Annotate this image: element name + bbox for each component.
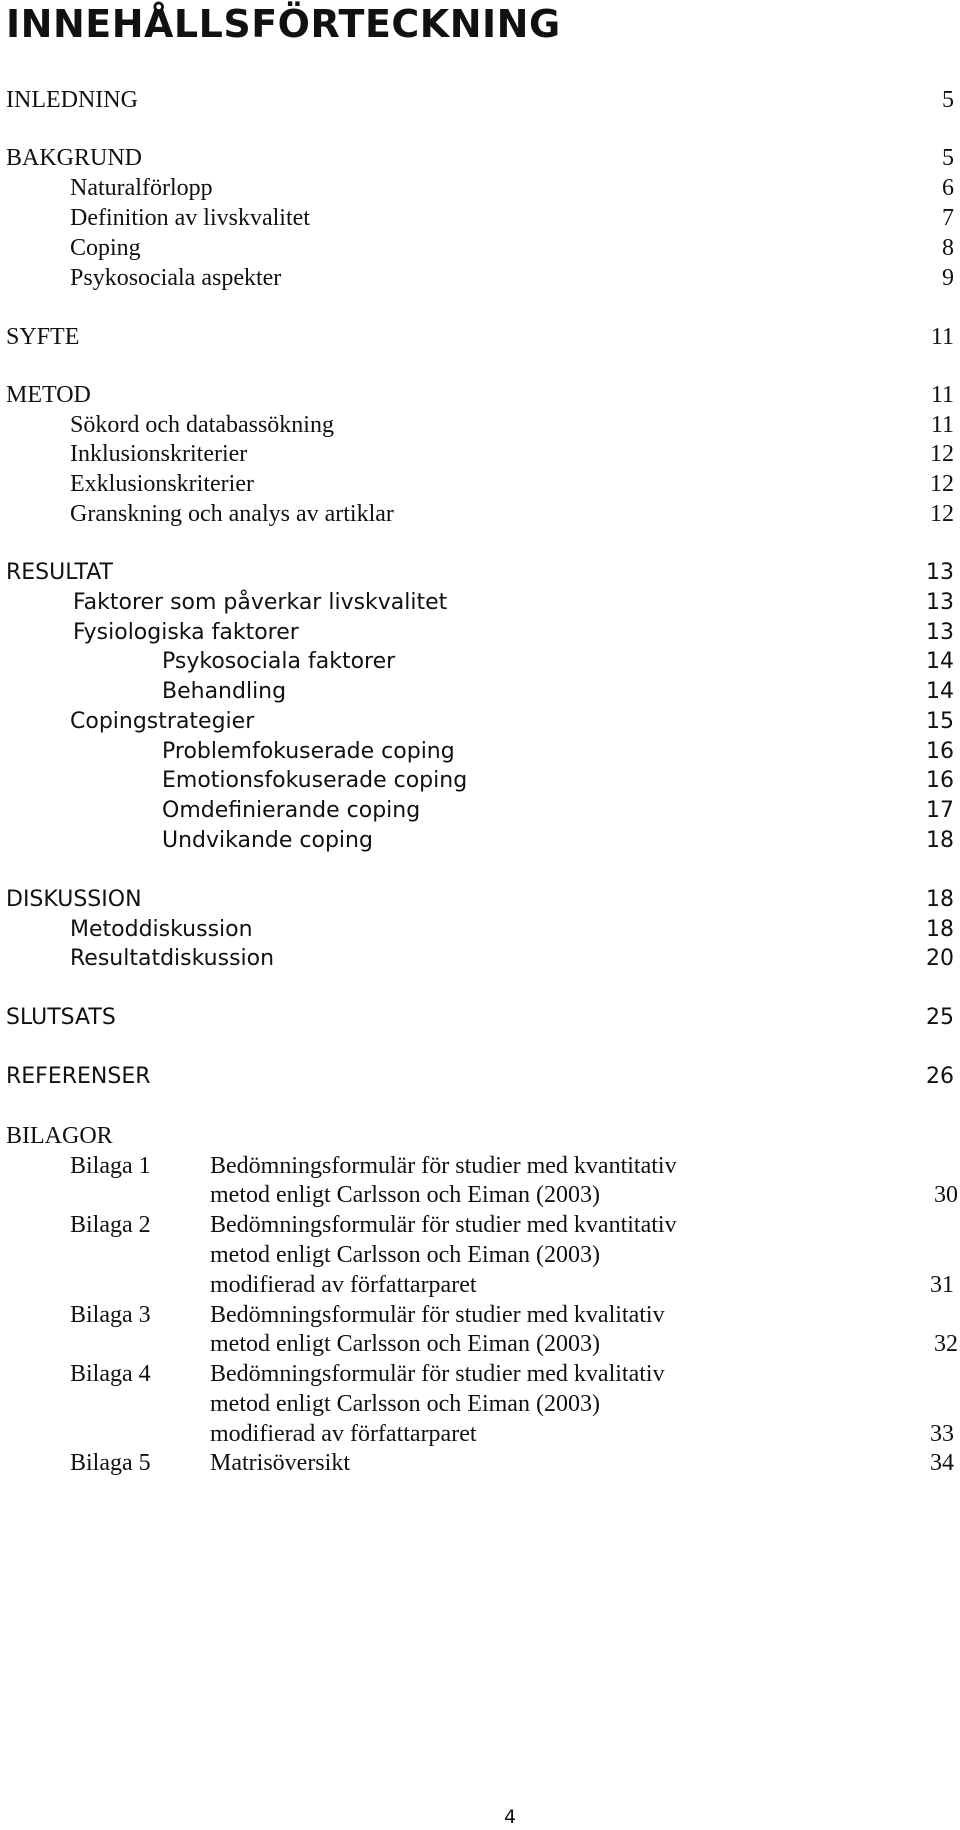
toc-entry-label: RESULTAT (6, 560, 113, 585)
toc-entry-label: Definition av livskvalitet (70, 205, 310, 231)
toc-entry-label: SYFTE (6, 324, 80, 350)
toc-entry-page: 16 (926, 739, 954, 764)
toc-entry-label: Copingstrategier (70, 709, 255, 734)
toc-subentry (0, 794, 960, 828)
toc-entry-page: 15 (926, 709, 954, 734)
toc-entry-page: 8 (942, 235, 954, 261)
toc-entry-label: REFERENSER (6, 1064, 151, 1089)
toc-entry-page: 6 (942, 175, 954, 201)
toc-entry-page: 14 (926, 679, 954, 704)
toc-entry-label: Faktorer som påverkar livskvalitet (73, 590, 448, 615)
appendix-description: metod enligt Carlsson och Eiman (2003) (210, 1242, 600, 1268)
toc-entry-slutsats (0, 1001, 960, 1035)
toc-entry-bilagor (0, 1119, 960, 1153)
toc-entry-label: Inklusionskriterier (70, 441, 248, 467)
toc-entry-page: 11 (930, 382, 954, 408)
toc-entry-page: 18 (926, 828, 954, 853)
appendix-entry-line (0, 1268, 960, 1302)
appendix-description: Matrisöversikt (210, 1450, 350, 1476)
appendix-entry (0, 1357, 960, 1391)
appendix-label: Bilaga 2 (70, 1212, 151, 1238)
toc-entry-page: 34 (930, 1450, 954, 1476)
toc-entry-referenser (0, 1060, 960, 1094)
toc-entry-page: 5 (942, 87, 954, 113)
toc-subentry (0, 201, 960, 235)
toc-entry-page: 13 (926, 560, 954, 585)
toc-entry-page: 14 (926, 649, 954, 674)
toc-entry-page: 20 (926, 946, 954, 971)
toc-subentry (0, 467, 960, 501)
toc-subentry (0, 497, 960, 531)
toc-entry-label: Naturalförlopp (70, 175, 213, 201)
page-title: INNEHÅLLSFÖRTECKNING (6, 2, 561, 46)
appendix-entry-line (0, 1327, 960, 1361)
toc-entry-page: 33 (930, 1421, 954, 1447)
toc-entry-label: SLUTSATS (6, 1005, 116, 1030)
toc-entry-page: 17 (926, 798, 954, 823)
toc-entry-bakgrund (0, 141, 960, 175)
toc-subentry (0, 437, 960, 471)
toc-entry-label: BILAGOR (6, 1123, 113, 1149)
toc-entry-page: 12 (930, 471, 954, 497)
appendix-entry-line (0, 1387, 960, 1421)
toc-entry-label: Problemfokuserade coping (162, 739, 455, 764)
toc-entry-resultat (0, 556, 960, 590)
appendix-label: Bilaga 3 (70, 1302, 151, 1328)
appendix-label: Bilaga 4 (70, 1361, 151, 1387)
toc-entry-page: 26 (926, 1064, 954, 1089)
appendix-description: metod enligt Carlsson och Eiman (2003) (210, 1182, 600, 1208)
toc-entry-label: Coping (70, 235, 141, 261)
toc-entry-page: 18 (926, 917, 954, 942)
toc-entry-label: Psykosociala faktorer (162, 649, 396, 674)
toc-entry-label: Exklusionskriterier (70, 471, 254, 497)
toc-entry-syfte (0, 320, 960, 354)
appendix-description: Bedömningsformulär för studier med kvalitativ (210, 1361, 665, 1387)
toc-entry-page: 11 (930, 324, 954, 350)
appendix-label: Bilaga 1 (70, 1153, 151, 1179)
appendix-label: Bilaga 5 (70, 1450, 151, 1476)
appendix-description: Bedömningsformulär för studier med kvantitativ (210, 1153, 677, 1179)
toc-entry-page: 9 (942, 265, 954, 291)
toc-subentry (0, 171, 960, 205)
toc-entry-page: 32 (934, 1331, 958, 1357)
toc-entry-label: Omdefinierande coping (162, 798, 421, 823)
toc-entry-label: Psykosociala aspekter (70, 265, 282, 291)
appendix-description: metod enligt Carlsson och Eiman (2003) (210, 1331, 600, 1357)
toc-entry-label: Emotionsfokuserade coping (162, 768, 468, 793)
toc-entry-metod (0, 378, 960, 412)
toc-entry-label: Behandling (162, 679, 287, 704)
toc-entry-label: BAKGRUND (6, 145, 143, 171)
appendix-entry-line (0, 1238, 960, 1272)
toc-entry-label: INLEDNING (6, 87, 138, 113)
toc-entry-label: Fysiologiska faktorer (73, 620, 299, 645)
toc-subentry (0, 645, 960, 679)
toc-entry-page: 13 (926, 620, 954, 645)
toc-entry-page: 5 (942, 145, 954, 171)
toc-entry-page: 13 (926, 590, 954, 615)
toc-entry-page: 18 (926, 887, 954, 912)
toc-subentry (0, 824, 960, 858)
toc-entry-page: 31 (930, 1272, 954, 1298)
toc-entry-page: 12 (930, 441, 954, 467)
toc-entry-page: 16 (926, 768, 954, 793)
toc-subentry (0, 705, 960, 739)
toc-entry-label: METOD (6, 382, 91, 408)
appendix-entry-line (0, 1178, 960, 1212)
toc-entry-label: Undvikande coping (162, 828, 373, 853)
toc-entry-diskussion (0, 883, 960, 917)
appendix-description: modifierad av författarparet (210, 1272, 477, 1298)
toc-subentry (0, 764, 960, 798)
toc-subentry (0, 586, 960, 620)
toc-subentry (0, 675, 960, 709)
toc-entry-label: DISKUSSION (6, 887, 142, 912)
toc-entry-label: Sökord och databassökning (70, 412, 334, 438)
toc-entry-inledning (0, 83, 960, 117)
page-number: 4 (503, 1806, 517, 1828)
toc-entry-page: 30 (934, 1182, 958, 1208)
toc-entry-label: Resultatdiskussion (70, 946, 275, 971)
toc-subentry (0, 942, 960, 976)
toc-entry-label: Granskning och analys av artiklar (70, 501, 394, 527)
toc-entry-page: 12 (930, 501, 954, 527)
toc-entry-page: 25 (926, 1005, 954, 1030)
appendix-description: Bedömningsformulär för studier med kvalitativ (210, 1302, 665, 1328)
toc-entry-page: 11 (930, 412, 954, 438)
toc-entry-page: 7 (942, 205, 954, 231)
appendix-entry (0, 1208, 960, 1242)
appendix-description: modifierad av författarparet (210, 1421, 477, 1447)
toc-subentry (0, 231, 960, 265)
appendix-description: Bedömningsformulär för studier med kvantitativ (210, 1212, 677, 1238)
toc-subentry (0, 261, 960, 295)
appendix-entry (0, 1446, 960, 1480)
toc-entry-label: Metoddiskussion (70, 917, 253, 942)
appendix-description: metod enligt Carlsson och Eiman (2003) (210, 1391, 600, 1417)
